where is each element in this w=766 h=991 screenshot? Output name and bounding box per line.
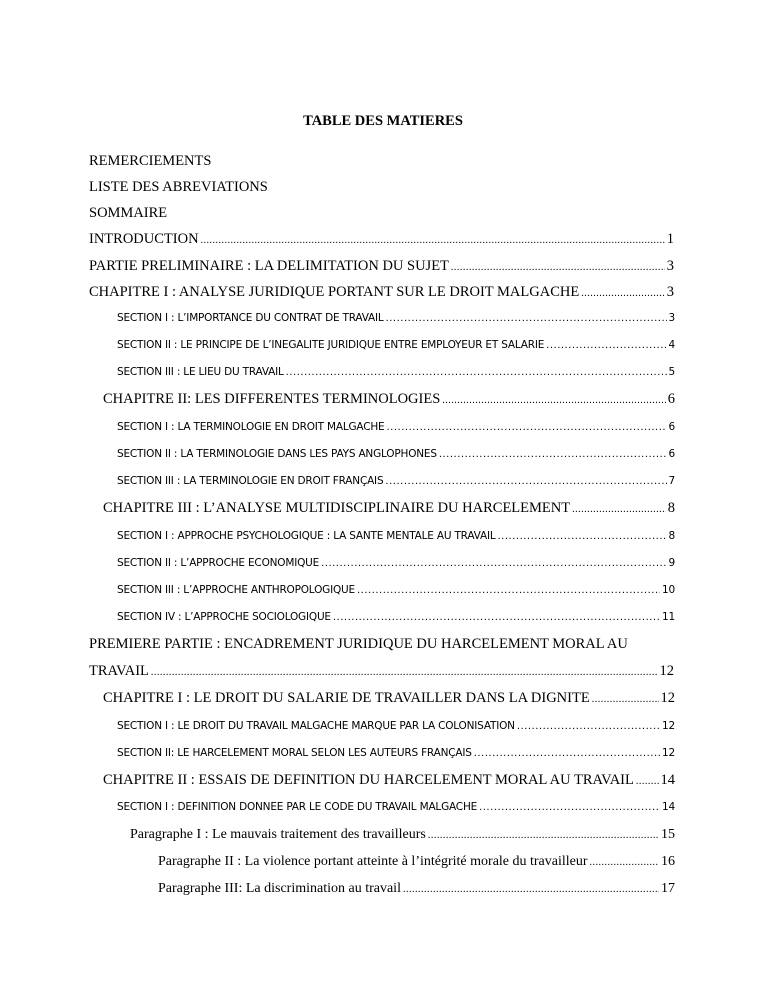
toc-entry-page: 14	[662, 801, 675, 813]
toc-entry-page: 12	[660, 690, 675, 706]
toc-leader-dots	[546, 335, 666, 356]
toc-leader-dots	[286, 362, 667, 383]
toc-entry	[117, 716, 675, 736]
toc-entry	[89, 256, 674, 276]
toc-entry-label: SECTION III : L’APPROCHE ANTHROPOLOGIQUE	[117, 584, 355, 596]
toc-liste-abreviations: LISTE DES ABREVIATIONS	[89, 179, 268, 195]
toc-entry	[103, 498, 675, 518]
toc-entry-page: 12	[662, 720, 675, 732]
toc-entry-page: 16	[661, 854, 675, 869]
toc-entry-label: CHAPITRE II: LES DIFFERENTES TERMINOLOGIES	[103, 391, 441, 407]
toc-leader-dots	[572, 498, 666, 520]
toc-entry	[103, 688, 675, 708]
toc-leader-dots	[498, 526, 667, 547]
toc-leader-dots	[321, 553, 666, 574]
toc-entry-page: 3	[666, 258, 674, 274]
toc-leader-dots	[357, 580, 660, 601]
toc-entry-page: 8	[667, 500, 675, 516]
page-title: TABLE DES MATIERES	[303, 113, 463, 129]
toc-entry-label: Paragraphe III: La discrimination au travail	[158, 881, 401, 896]
toc-leader-dots	[442, 389, 665, 411]
toc-entry-label: SECTION IV : L’APPROCHE SOCIOLOGIQUE	[117, 611, 331, 623]
toc-entry	[89, 661, 674, 681]
toc-entry	[117, 444, 675, 464]
toc-leader-dots	[581, 282, 665, 304]
toc-entry-page: 11	[662, 611, 675, 623]
toc-entry-label: SECTION III : LE LIEU DU TRAVAIL	[117, 366, 284, 378]
toc-entry-label: Paragraphe I : Le mauvais traitement des travailleurs	[130, 827, 426, 842]
toc-entry-label: SECTION I : L’IMPORTANCE DU CONTRAT DE TRAVAIL	[117, 312, 384, 324]
toc-entry-page: 1	[666, 231, 674, 247]
toc-entry	[117, 526, 675, 546]
toc-entry-label: SECTION II : L’APPROCHE ECONOMIQUE	[117, 557, 320, 569]
toc-entry-label: SECTION I : LE DROIT DU TRAVAIL MALGACHE MARQUE PAR LA COLONISATION	[117, 720, 515, 732]
toc-leader-dots	[386, 308, 667, 329]
toc-entry-page: 12	[659, 663, 674, 679]
toc-entry-label: SECTION II: LE HARCELEMENT MORAL SELON LES AUTEURS FRANÇAIS	[117, 747, 472, 759]
toc-leader-dots	[590, 852, 659, 873]
toc-entry	[117, 335, 675, 355]
toc-entry	[117, 417, 675, 437]
toc-sommaire: SOMMAIRE	[89, 205, 168, 221]
toc-entry-page: 12	[662, 747, 675, 759]
toc-entry	[89, 282, 674, 302]
toc-entry-page: 9	[668, 557, 675, 569]
toc-entry	[117, 362, 675, 382]
toc-entry-label: SECTION II : LA TERMINOLOGIE DANS LES PAYS ANGLOPHONES	[117, 448, 437, 460]
toc-entry-page: 15	[661, 827, 675, 842]
toc-entry-label: SECTION I : LA TERMINOLOGIE EN DROIT MALGACHE	[117, 421, 385, 433]
toc-entry-label-line1: PREMIERE PARTIE : ENCADREMENT JURIDIQUE DU HARCELEMENT MORAL AU	[89, 636, 628, 652]
toc-leader-dots	[428, 825, 659, 846]
toc-leader-dots	[479, 797, 660, 818]
toc-entry-page: 7	[668, 475, 675, 487]
toc-entry	[158, 852, 675, 872]
toc-entry-label: INTRODUCTION	[89, 231, 199, 247]
toc-leader-dots	[385, 471, 666, 492]
toc-leader-dots	[201, 229, 665, 251]
toc-entry	[117, 743, 675, 763]
toc-entry	[117, 580, 675, 600]
toc-entry-page: 4	[668, 339, 675, 351]
toc-entry-page: 6	[668, 421, 675, 433]
toc-entry-page: 3	[668, 312, 675, 324]
toc-entry	[117, 797, 675, 817]
toc-leader-dots	[636, 770, 659, 792]
toc-entry-label: SECTION I : APPROCHE PSYCHOLOGIQUE : LA SANTE MENTALE AU TRAVAIL	[117, 530, 496, 542]
toc-entry-label: PARTIE PRELIMINAIRE : LA DELIMITATION DU SUJET	[89, 258, 449, 274]
toc-entry-label: Paragraphe II : La violence portant atteinte à l’intégrité morale du travailleur	[158, 854, 588, 869]
toc-leader-dots	[403, 879, 659, 900]
toc-entry	[117, 308, 675, 328]
toc-leader-dots	[592, 688, 659, 710]
toc-entry-label: CHAPITRE I : ANALYSE JURIDIQUE PORTANT SUR LE DROIT MALGACHE	[89, 284, 580, 300]
toc-entry-page: 3	[666, 284, 674, 300]
toc-entry-page: 14	[660, 772, 675, 788]
toc-entry	[117, 471, 675, 491]
toc-leader-dots	[474, 743, 660, 764]
toc-entry-label: TRAVAIL	[89, 663, 149, 679]
toc-entry-page: 6	[668, 448, 675, 460]
toc-entry-label: SECTION II : LE PRINCIPE DE L’INEGALITE JURIDIQUE ENTRE EMPLOYEUR ET SALARIE	[117, 339, 545, 351]
toc-leader-dots	[387, 417, 667, 438]
toc-entry	[103, 770, 675, 790]
toc-leader-dots	[517, 716, 660, 737]
toc-entry	[103, 389, 675, 409]
toc-entry-label: CHAPITRE I : LE DROIT DU SALARIE DE TRAVAILLER DANS LA DIGNITE	[103, 690, 590, 706]
toc-entry-page: 8	[668, 530, 675, 542]
toc-entry	[158, 879, 675, 899]
toc-entry	[117, 607, 675, 627]
toc-entry-page: 5	[668, 366, 675, 378]
toc-entry-page: 17	[661, 881, 675, 896]
toc-entry-page: 10	[662, 584, 675, 596]
toc-entry-label: CHAPITRE III : L’ANALYSE MULTIDISCIPLINAIRE DU HARCELEMENT	[103, 500, 571, 516]
toc-entry	[130, 825, 675, 845]
toc-entry	[117, 553, 675, 573]
toc-leader-dots	[439, 444, 667, 465]
toc-entry-page: 6	[667, 391, 675, 407]
toc-entry	[89, 229, 674, 249]
toc-remerciements: REMERCIEMENTS	[89, 153, 212, 169]
toc-leader-dots	[151, 661, 658, 683]
toc-leader-dots	[451, 256, 665, 278]
toc-leader-dots	[333, 607, 660, 628]
toc-entry-label: CHAPITRE II : ESSAIS DE DEFINITION DU HARCELEMENT MORAL AU TRAVAIL	[103, 772, 634, 788]
toc-entry-label: SECTION III : LA TERMINOLOGIE EN DROIT FRANÇAIS	[117, 475, 384, 487]
toc-entry-label: SECTION I : DEFINITION DONNEE PAR LE CODE DU TRAVAIL MALGACHE	[117, 801, 478, 813]
